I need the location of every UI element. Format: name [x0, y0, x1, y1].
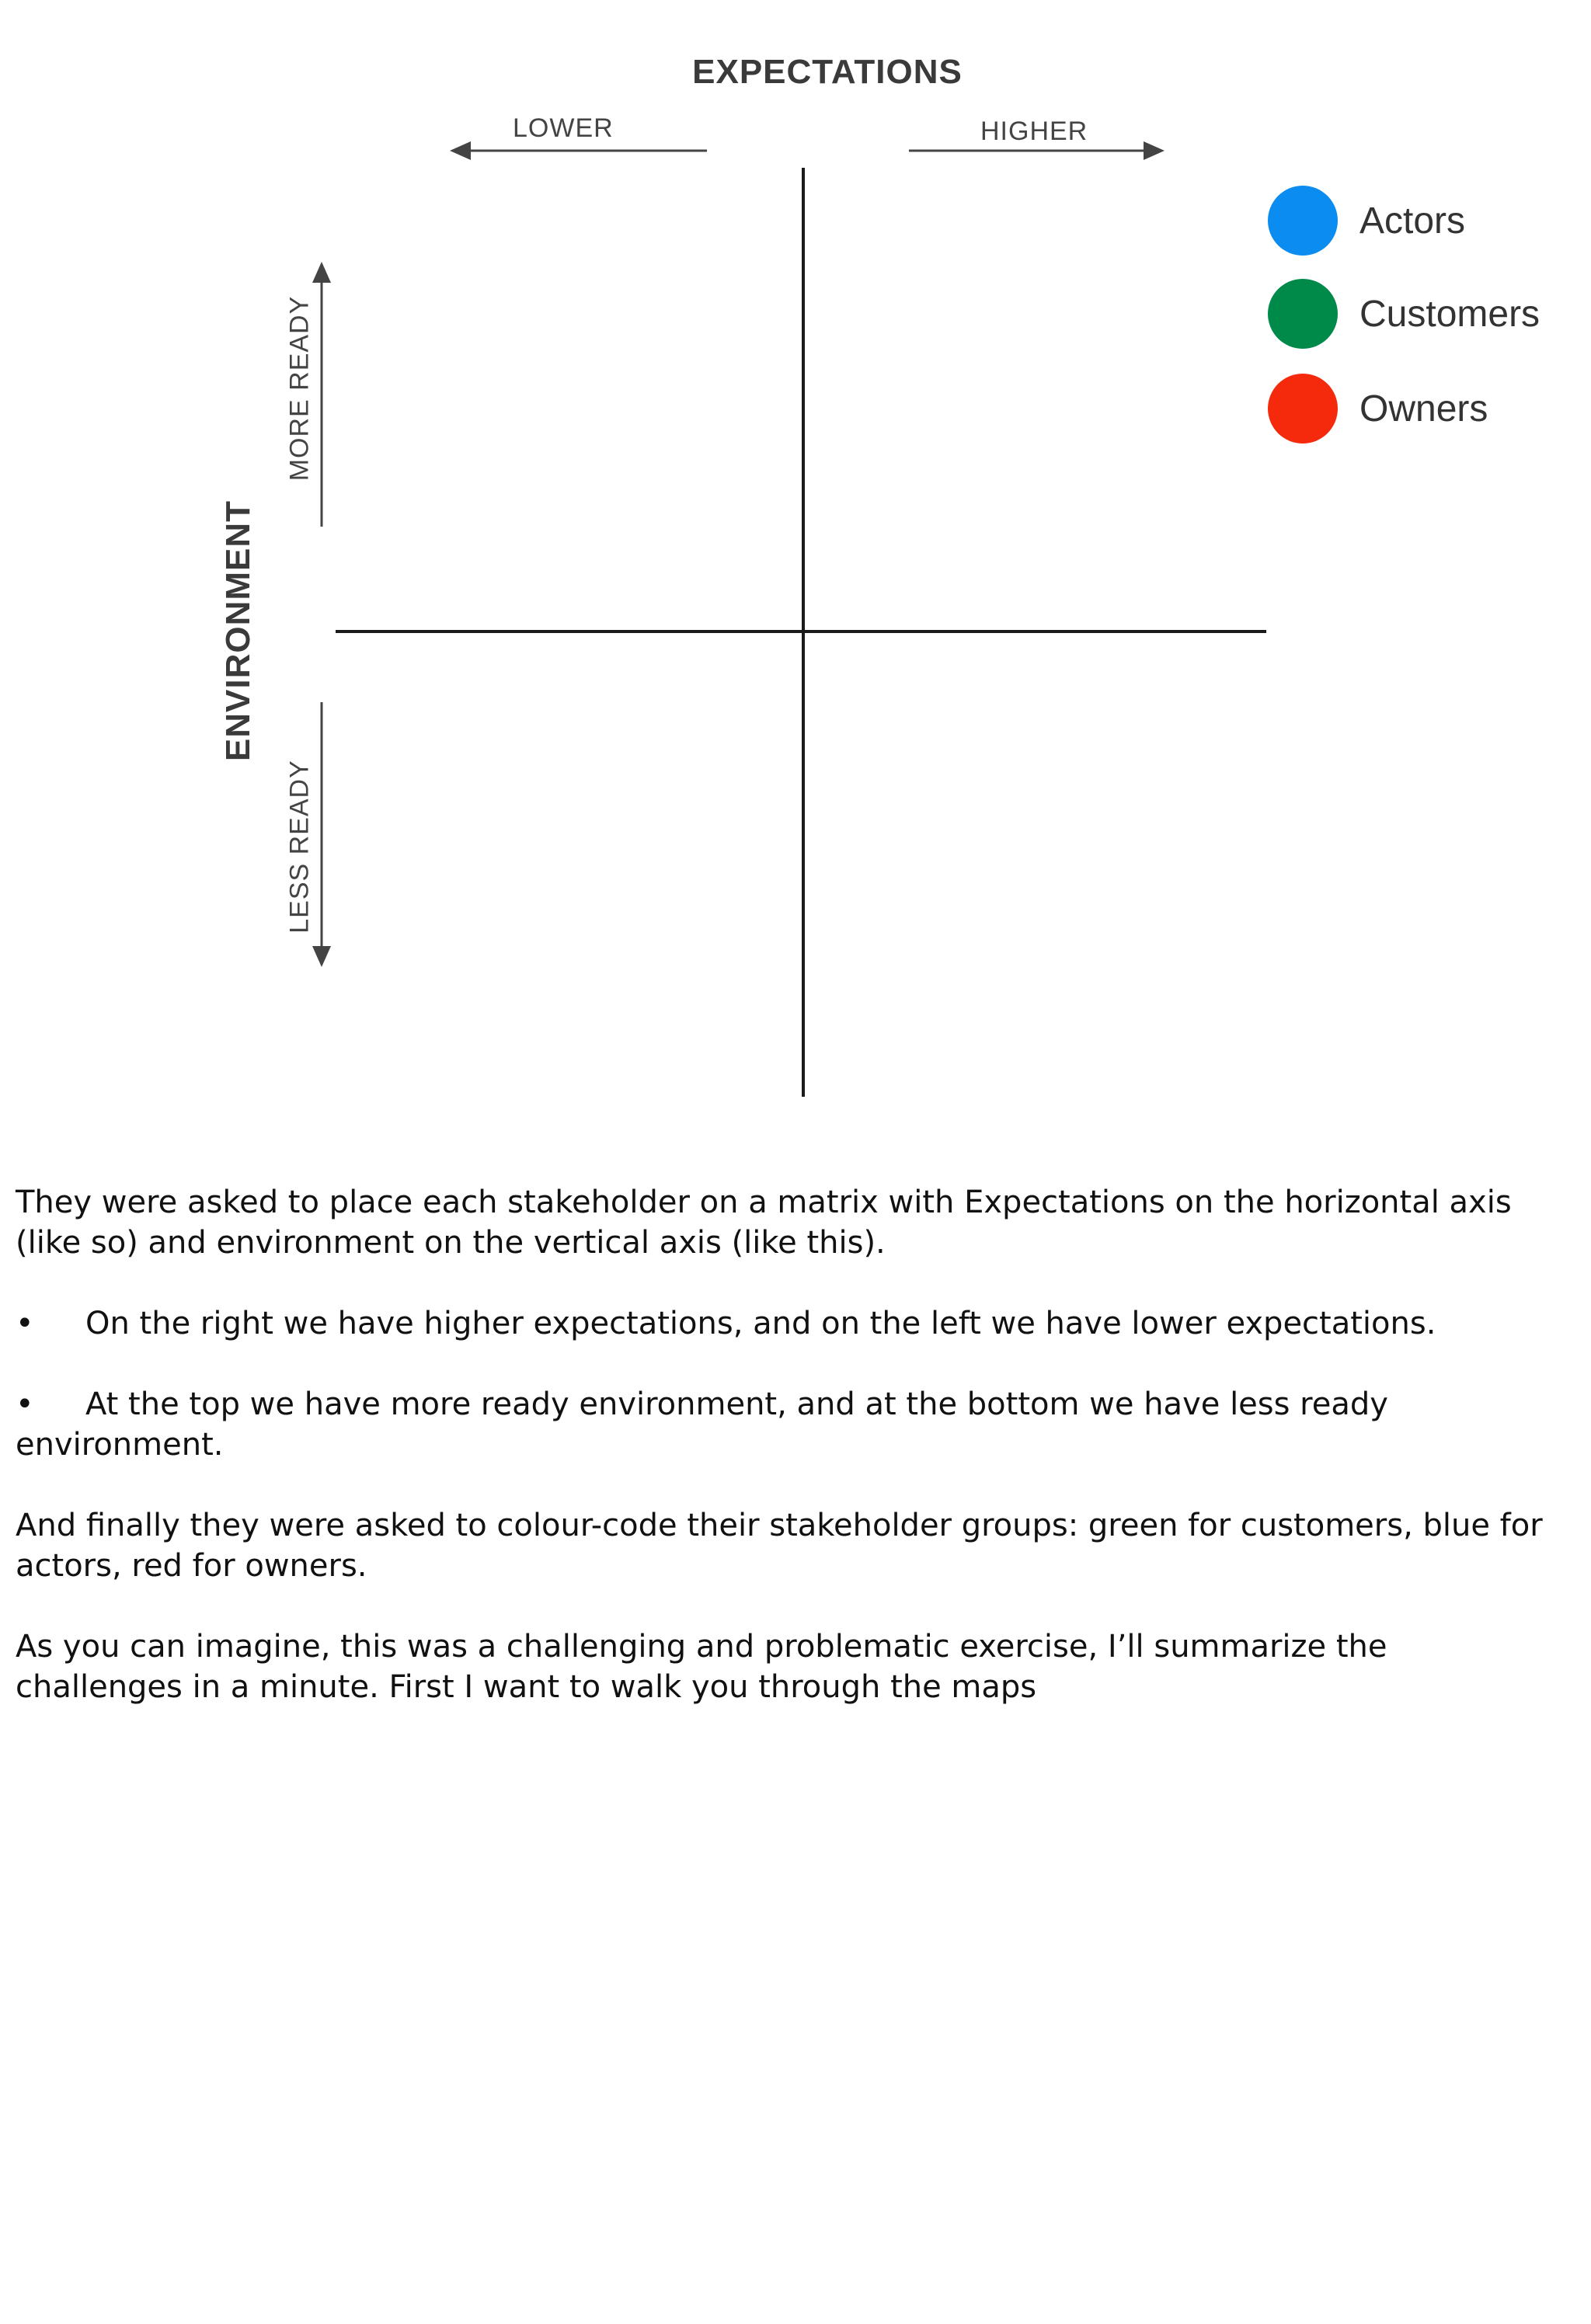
notes-paragraph-intro: They were asked to place each stakeholder on a matrix with Expectations on the horizontal axis (like so) and environment on the vertical axis (like this). [16, 1185, 1512, 1261]
legend-item-customers [1268, 278, 1540, 350]
legend-label-actors: Actors [1359, 200, 1466, 242]
less-ready-label: LESS READY [284, 760, 315, 934]
legend-dot-owners [1268, 374, 1338, 444]
more-ready-label: MORE READY [284, 295, 315, 482]
speaker-notes [16, 1182, 1561, 1748]
legend-item-actors [1268, 185, 1465, 256]
notes-bullet-text: On the right we have higher expectations, and on the left we have lower expectations. [85, 1306, 1436, 1341]
legend-dot-customers [1268, 279, 1338, 349]
bullet-icon: • [16, 1306, 34, 1341]
lower-label: LOWER [513, 113, 614, 143]
notes-paragraph-summary: As you can imagine, this was a challenging and problematic exercise, I’ll summarize the challenges in a minute. First I want to walk you through the maps [16, 1629, 1387, 1705]
notes-bullet-environment [16, 1384, 1561, 1465]
legend-item-owners [1268, 373, 1488, 444]
higher-label: HIGHER [980, 117, 1088, 146]
slide-diagram [0, 0, 1591, 1142]
legend-label-owners: Owners [1359, 388, 1488, 430]
legend-label-customers: Customers [1359, 293, 1541, 335]
bullet-icon: • [16, 1386, 34, 1422]
notes-bullet-text: At the top we have more ready environment, and at the bottom we have less ready environment. [16, 1386, 1388, 1463]
notes-bullet-expectations [16, 1303, 1561, 1344]
environment-axis-title: ENVIRONMENT [219, 499, 257, 762]
notes-paragraph-colour-code: And finally they were asked to colour-code their stakeholder groups: green for customers, blue for actors, red for owners. [16, 1508, 1543, 1584]
expectations-axis-title: EXPECTATIONS [692, 53, 963, 91]
legend-dot-actors [1268, 186, 1338, 256]
